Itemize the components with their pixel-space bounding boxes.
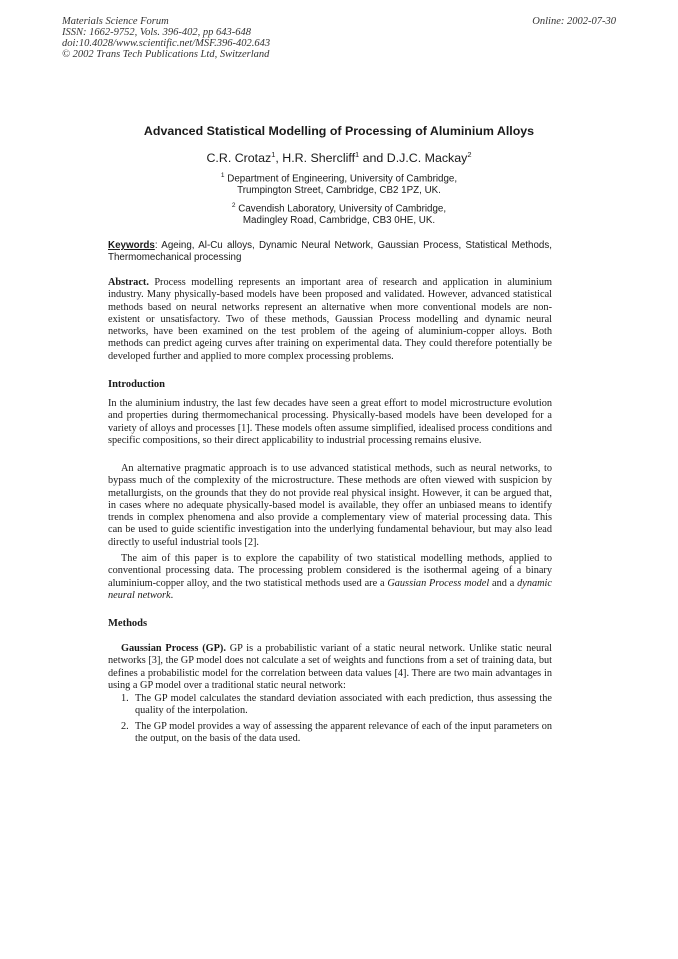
author-list xyxy=(0,150,678,165)
affiliation xyxy=(0,200,678,226)
paragraph xyxy=(108,553,552,602)
author-affiliation-mark: 2 xyxy=(467,150,472,159)
online-date: Online: 2002-07-30 xyxy=(532,16,616,27)
author-name: C.R. Crotaz xyxy=(206,151,272,166)
paragraph-text: and a xyxy=(489,577,518,589)
section-heading-methods: Methods xyxy=(108,618,148,629)
emphasis-dynamic-neural-network: dynamic neural network xyxy=(108,577,552,601)
author-separator: , xyxy=(275,151,283,166)
subsection-label-gaussian-process: Gaussian Process (GP). xyxy=(121,643,226,654)
keywords-colon: : xyxy=(154,240,158,251)
author-name: H.R. Shercliff xyxy=(282,151,356,166)
advantages-list xyxy=(108,693,552,748)
journal-name: Materials Science Forum xyxy=(62,16,169,27)
section-heading-introduction: Introduction xyxy=(108,379,165,390)
affiliation-line: Madingley Road, Cambridge, CB3 0HE, UK. xyxy=(242,214,436,226)
paragraph xyxy=(108,643,552,692)
abstract-text: Process modelling represents an important area of research and application in aluminium industry. Many physically-based models have been proposed and validated. However, advanced statistical methods based on neural networks represent an alternative when more conventional models are non-existent or unsatisfactory. Two of these methods, Gaussian Process modelling and dynamic neural networks, have been examined on the test problem of the ageing of aluminium-copper alloys. Both methods can predict ageing curves after training on experimental data. They could therefore potentially be developed further and applied to more complex processing problems. xyxy=(108,277,552,362)
paragraph-text: The aim of this paper is to explore the capability of two statistical modelling methods, applied to conventional processing data. The processing problem considered is the isothermal ageing of a binary aluminium-copper alloy, and the two statistical methods used are a xyxy=(108,553,552,589)
list-item-text: The GP model provides a way of assessing the apparent relevance of each of the input parameters on the output, on the basis of the data used. xyxy=(135,720,552,744)
keywords-text: Ageing, Al-Cu alloys, Dynamic Neural Network, Gaussian Process, Statistical Methods, Thermomechanical processing xyxy=(108,240,552,263)
affiliation-mark: 1 xyxy=(220,172,225,179)
journal-header xyxy=(62,16,270,60)
keywords-label: Keywords xyxy=(108,240,155,251)
paragraph-text: . xyxy=(170,589,174,601)
author-affiliation-mark: 1 xyxy=(355,150,360,159)
affiliation-mark: 2 xyxy=(231,202,236,209)
paper-title: Advanced Statistical Modelling of Processing of Aluminium Alloys xyxy=(143,124,535,138)
paragraph: An alternative pragmatic approach is to use advanced statistical methods, such as neural networks, to bypass much of the complexity of the microstructure. These methods are often viewed with suspicion by metallurgists, on the grounds that they do not provide real physical insight. However, it can be argued that, in cases where no adequate physically-based model is available, they offer an unbiased means to identify trends in complex phenomena and also provide a complementary view of material processing data. This can be used to guide scientific investigation into the underlying fundamental behaviour, but may also lead directly to useful industrial tools [2]. xyxy=(108,463,552,548)
paragraph-text: GP is a probabilistic variant of a static neural network. Unlike static neural networks [3], the GP model does not calculate a set of weights and functions from a set of training data, but defines a probabilistic model for the correlation between data values [4]. There are two main advantages in using a GP model over a traditional static neural network: xyxy=(108,643,552,691)
doi-line: doi:10.4028/www.scientific.net/MSF.396-402.643 xyxy=(62,38,271,49)
copyright-line: © 2002 Trans Tech Publications Ltd, Switzerland xyxy=(62,49,270,60)
author-conjunction: and xyxy=(359,151,387,166)
author-name: D.J.C. Mackay xyxy=(386,151,468,166)
paragraph: In the aluminium industry, the last few decades have seen a great effort to model microstructure evolution and properties during thermomechanical processing. Physically-based models have been developed for a variety of alloys and processes [1]. These models often assume simplified, idealised process conditions and specific compositions, so their direct applicability to industrial processing remains elusive. xyxy=(108,398,552,446)
list-number: 1. xyxy=(121,693,129,704)
affiliation-line: Cavendish Laboratory, University of Cambridge, xyxy=(238,203,447,215)
affiliation-line: Trumpington Street, Cambridge, CB2 1PZ, UK. xyxy=(237,184,441,196)
keywords xyxy=(108,240,552,263)
author-affiliation-mark: 1 xyxy=(271,150,276,159)
abstract xyxy=(108,277,552,363)
issn-line: ISSN: 1662-9752, Vols. 396-402, pp 643-648 xyxy=(62,27,251,38)
list-item xyxy=(108,721,552,746)
list-number: 2. xyxy=(121,720,129,732)
affiliation-line: Department of Engineering, University of Cambridge, xyxy=(227,173,458,185)
list-item-text: The GP model calculates the standard deviation associated with each prediction, thus assessing the quality of the interpolation. xyxy=(135,693,552,717)
affiliation xyxy=(0,170,678,196)
list-item xyxy=(108,693,552,718)
abstract-label: Abstract. xyxy=(108,277,149,288)
emphasis-gaussian-process: Gaussian Process model xyxy=(387,577,490,589)
